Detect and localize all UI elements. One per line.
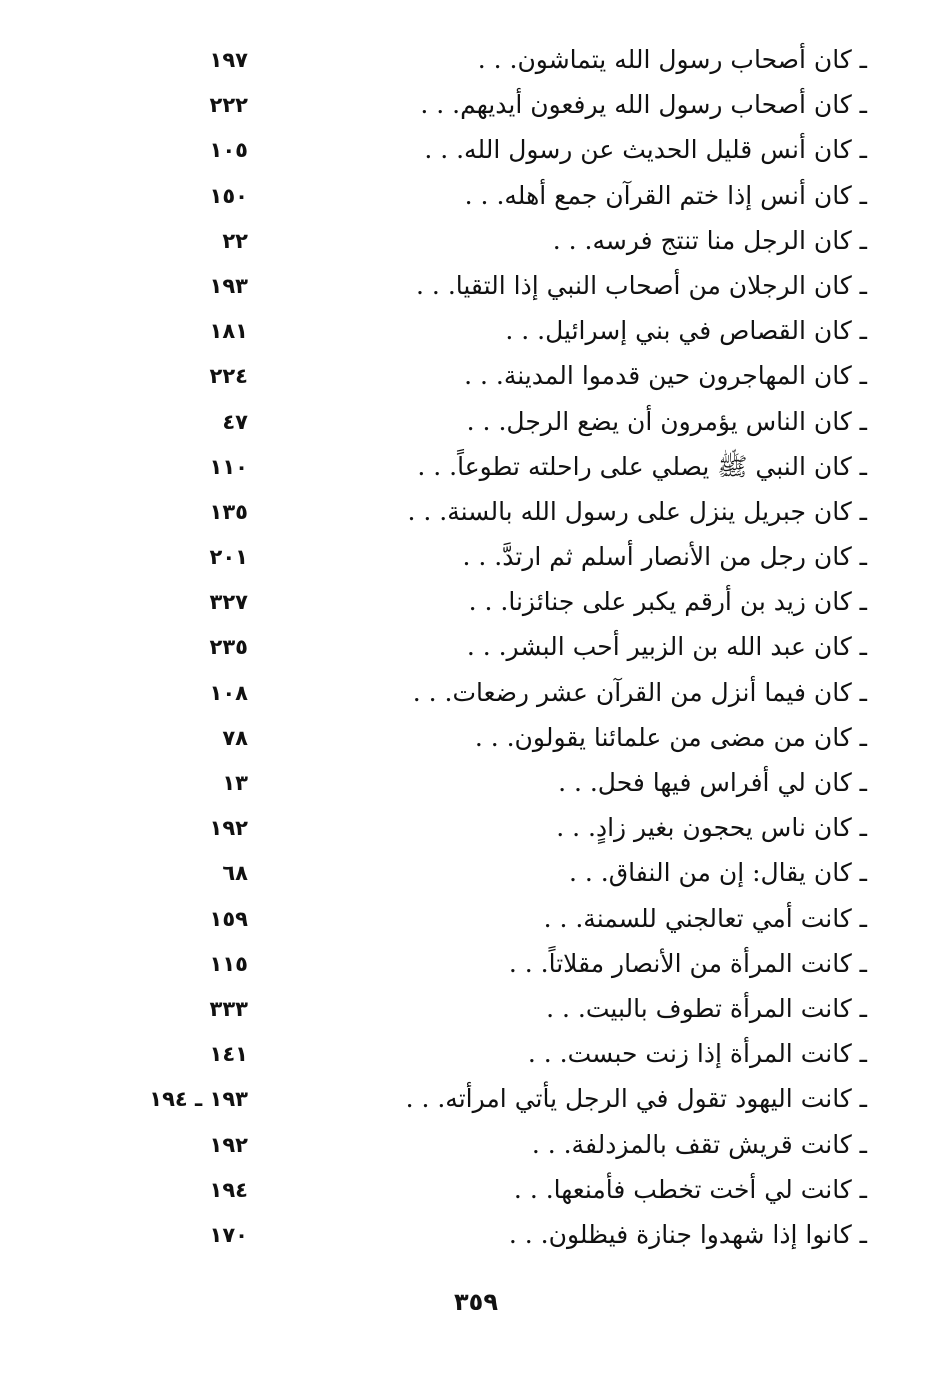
- index-entry: [0, 1032, 952, 1077]
- entry-page-ref: ١٩٢: [209, 816, 248, 841]
- entry-page-ref: ١٣٥: [209, 499, 248, 524]
- index-entry: [0, 1077, 952, 1122]
- index-entry: [0, 580, 952, 625]
- page-number: ٣٥٩: [454, 1288, 498, 1316]
- index-entry: [0, 128, 952, 173]
- entry-text: ـ كان يقال: إن من النفاق. . .: [569, 858, 867, 888]
- entry-text: ـ كان عبد الله بن الزبير أحب البشر. . .: [466, 632, 867, 662]
- index-entry: [0, 38, 952, 83]
- entry-text: ـ كان رجل من الأنصار أسلم ثم ارتدَّ. . .: [462, 542, 867, 572]
- entry-page-ref: ٢٢: [222, 228, 248, 253]
- entry-page-ref: ١٥٠: [209, 183, 248, 208]
- index-entry: [0, 174, 952, 219]
- index-entry: [0, 897, 952, 942]
- index-entry: [0, 219, 952, 264]
- entry-page-ref: ١٩٢: [209, 1132, 248, 1157]
- entry-text: ـ كان أنس إذا ختم القرآن جمع أهله. . .: [464, 180, 867, 210]
- index-entry: [0, 535, 952, 580]
- index-entry: [0, 1123, 952, 1168]
- entry-page-ref: ١٧٠: [209, 1222, 248, 1247]
- entry-text: ـ كانت قريش تقف بالمزدلفة. . .: [531, 1129, 867, 1159]
- entry-text: ـ كان جبريل ينزل على رسول الله بالسنة. . .: [407, 496, 867, 526]
- index-entry: [0, 761, 952, 806]
- entry-text: ـ كانت المرأة من الأنصار مقلاتاً. . .: [508, 948, 867, 978]
- entry-page-ref: ١٩٣ ـ ١٩٤: [149, 1087, 248, 1112]
- entry-text: ـ كان أصحاب رسول الله يرفعون أيديهم. . .: [420, 90, 867, 120]
- index-entry: [0, 1213, 952, 1258]
- entry-page-ref: ١٨١: [209, 319, 248, 344]
- index-entry: [0, 716, 952, 761]
- index-entry: [0, 83, 952, 128]
- entry-page-ref: ٢٣٥: [209, 635, 248, 660]
- entry-page-ref: ٢٢٢: [209, 93, 248, 118]
- entry-text: ـ كانت أمي تعالجني للسمنة. . .: [543, 903, 867, 933]
- index-entry: [0, 354, 952, 399]
- entry-text: ـ كان أنس قليل الحديث عن رسول الله. . .: [424, 135, 867, 165]
- index-entry: [0, 987, 952, 1032]
- entry-page-ref: ١٩٤: [209, 1177, 248, 1202]
- entry-text: ـ كان الرجل منا تنتج فرسه. . .: [552, 225, 867, 255]
- entry-page-ref: ٢٠١: [209, 545, 248, 570]
- entry-page-ref: ١٣: [222, 771, 248, 795]
- entry-page-ref: ٦٨: [222, 861, 248, 886]
- entry-page-ref: ٢٢٤: [209, 364, 248, 389]
- index-entry: [0, 851, 952, 896]
- index-entry: [0, 671, 952, 716]
- index-entry: [0, 309, 952, 354]
- entry-text: ـ كان من مضى من علمائنا يقولون. . .: [474, 722, 867, 752]
- index-entry: [0, 1168, 952, 1213]
- entry-page-ref: ١٩٧: [209, 48, 248, 72]
- entry-text: ـ كانت المرأة تطوف بالبيت. . .: [546, 993, 867, 1023]
- entry-page-ref: ١٠٥: [209, 138, 248, 163]
- index-entry: [0, 400, 952, 445]
- index-entry: [0, 942, 952, 987]
- entry-page-ref: ١١٠: [209, 454, 248, 479]
- entry-text: ـ كان زيد بن أرقم يكبر على جنائزنا. . .: [468, 587, 867, 617]
- entry-text: ـ كان أصحاب رسول الله يتماشون. . .: [477, 45, 867, 74]
- index-entry: [0, 490, 952, 535]
- entry-page-ref: ١٥٩: [209, 906, 248, 931]
- entry-page-ref: ٣٣٣: [209, 996, 248, 1021]
- index-entry: [0, 264, 952, 309]
- entry-text: ـ كان القصاص في بني إسرائيل. . .: [505, 316, 867, 346]
- entry-page-ref: ٤٧: [222, 409, 248, 434]
- entry-page-ref: ٣٢٧: [209, 590, 248, 615]
- entry-page-ref: ١٠٨: [209, 680, 248, 705]
- entry-text: ـ كان الرجلان من أصحاب النبي إذا التقيا. . .: [416, 270, 867, 300]
- entry-page-ref: ١١٥: [209, 951, 248, 976]
- index-entry: [0, 806, 952, 851]
- entry-text: ـ كان لي أفراس فيها فحل. . .: [558, 768, 867, 797]
- entry-text: ـ كانت اليهود تقول في الرجل يأتي امرأته. . .: [405, 1084, 867, 1114]
- entry-text: ـ كان الناس يؤمرون أن يضع الرجل. . .: [466, 406, 867, 436]
- entry-page-ref: ١٩٣: [209, 273, 248, 298]
- entry-page-ref: ١٤١: [209, 1042, 248, 1067]
- entry-text: ـ كانت المرأة إذا زنت حبست. . .: [527, 1039, 867, 1069]
- hadith-index-list: [0, 38, 952, 1258]
- entry-text: ـ كان المهاجرون حين قدموا المدينة. . .: [464, 361, 867, 391]
- entry-text: ـ كانت لي أخت تخطب فأمنعها. . .: [513, 1174, 867, 1204]
- index-entry: [0, 625, 952, 670]
- entry-text: ـ كانوا إذا شهدوا جنازة فيظلون. . .: [508, 1219, 867, 1249]
- entry-page-ref: ٧٨: [222, 725, 248, 750]
- entry-text: ـ كان فيما أنزل من القرآن عشر رضعات. . .: [412, 677, 867, 707]
- index-entry: [0, 445, 952, 490]
- entry-text: ـ كان ناس يحجون بغير زادٍ. . .: [556, 813, 867, 843]
- entry-text: ـ كان النبي ﷺ يصلي على راحلته تطوعاً. . .: [417, 451, 867, 481]
